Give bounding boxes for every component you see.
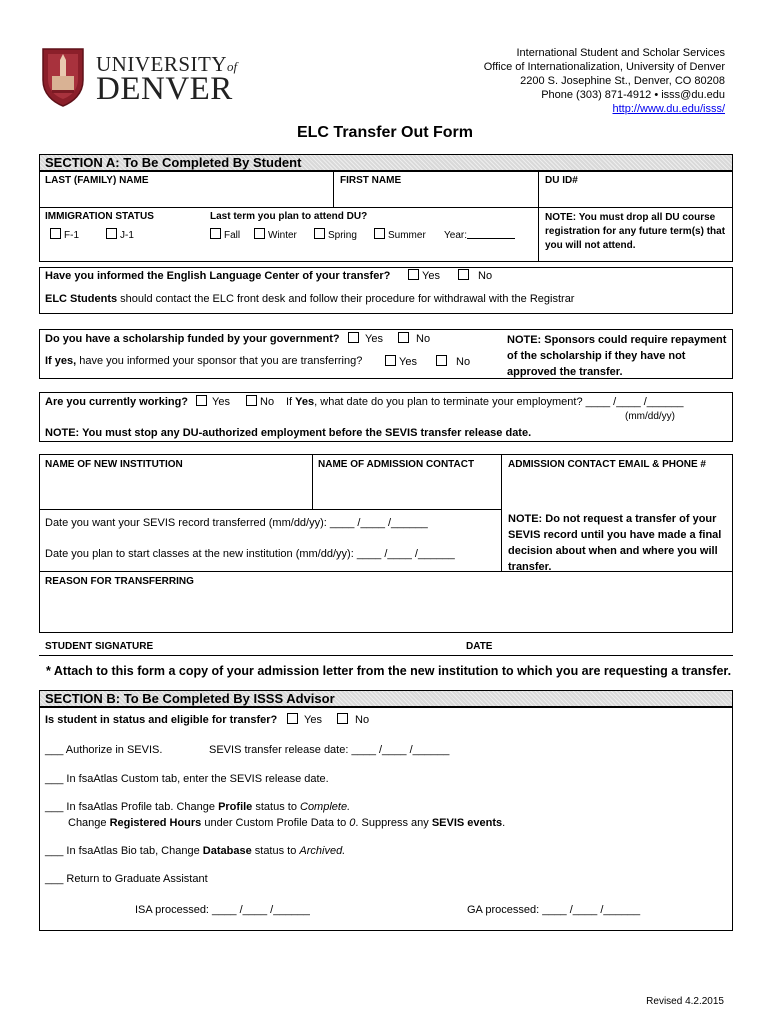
scholarship-no-option[interactable]: No xyxy=(398,332,430,345)
eligible-yes-checkbox[interactable] xyxy=(287,713,298,724)
office-address: 2200 S. Josephine St., Denver, CO 80208 xyxy=(520,75,725,87)
registered-hours-step: Change Registered Hours under Custom Profile Data to 0. Suppress any SEVIS events. xyxy=(68,817,506,829)
working-no-checkbox[interactable] xyxy=(246,395,257,406)
date-label: DATE xyxy=(466,641,493,652)
office-address-block xyxy=(484,46,725,116)
date-format-hint: (mm/dd/yy) xyxy=(625,411,675,422)
fall-checkbox[interactable] xyxy=(210,228,221,239)
release-date-field[interactable]: SEVIS transfer release date: ____ /____ /______ xyxy=(209,744,450,756)
sevis-date-field[interactable]: ____ /____ /______ xyxy=(329,517,428,529)
elc-yes-option[interactable]: Yes xyxy=(408,269,440,282)
summer-checkbox[interactable] xyxy=(374,228,385,239)
university-logo xyxy=(40,46,240,108)
j1-option[interactable]: J-1 xyxy=(106,228,134,241)
immigration-status-label: IMMIGRATION STATUS xyxy=(45,211,154,222)
authorize-sevis[interactable]: ___ Authorize in SEVIS. xyxy=(45,744,163,756)
scholarship-question: Do you have a scholarship funded by your government? xyxy=(45,333,340,345)
sponsor-no-option[interactable]: No xyxy=(436,355,470,368)
note-sevis: NOTE: Do not request a transfer of your SEVIS record until you have made a final decision about when and where you will transfer. xyxy=(508,513,722,573)
return-ga-step[interactable]: ___ Return to Graduate Assistant xyxy=(45,873,208,885)
elc-question: Have you informed the English Language Center of your transfer? xyxy=(45,270,391,282)
custom-tab-step[interactable]: ___ In fsaAtlas Custom tab, enter the SEVIS release date. xyxy=(45,773,329,785)
office-phone: Phone (303) 871-4912 • isss@du.edu xyxy=(541,89,725,101)
university-name: UNIVERSITYof xyxy=(96,52,238,76)
sponsor-yes-option[interactable]: Yes xyxy=(385,355,417,368)
terminate-date-field[interactable]: ____ /____ /______ xyxy=(585,396,684,408)
winter-checkbox[interactable] xyxy=(254,228,265,239)
office-name-2: Office of Internationalization, University of Denver xyxy=(483,61,725,73)
new-institution-field[interactable] xyxy=(40,472,311,508)
sevis-date-row: Date you want your SEVIS record transferred (mm/dd/yy): ____ /____ /______ xyxy=(45,517,428,529)
summer-option[interactable]: Summer xyxy=(374,228,426,241)
note-sponsor: NOTE: Sponsors could require repayment of the scholarship if they have not approved the transfer. xyxy=(507,334,727,378)
admission-email-field[interactable] xyxy=(502,472,732,508)
first-name-label: FIRST NAME xyxy=(340,175,402,186)
revised-date: Revised 4.2.2015 xyxy=(646,996,724,1007)
eligible-question: Is student in status and eligible for transfer? xyxy=(45,714,278,726)
working-question: Are you currently working? xyxy=(45,396,189,408)
spring-option[interactable]: Spring xyxy=(314,228,357,241)
sponsor-no-checkbox[interactable] xyxy=(436,355,447,366)
profile-tab-step[interactable]: ___ In fsaAtlas Profile tab. Change Profile status to Complete. xyxy=(45,801,351,813)
eligible-yes-option[interactable]: Yes xyxy=(287,713,322,726)
start-date-field[interactable]: ____ /____ /______ xyxy=(356,548,455,560)
spring-checkbox[interactable] xyxy=(314,228,325,239)
office-url-link[interactable]: http://www.du.edu/isss/ xyxy=(612,103,725,115)
reason-field[interactable] xyxy=(40,590,732,632)
new-institution-label: NAME OF NEW INSTITUTION xyxy=(45,459,183,470)
signature-field[interactable] xyxy=(180,634,460,654)
j1-checkbox[interactable] xyxy=(106,228,117,239)
last-term-label: Last term you plan to attend DU? xyxy=(210,211,368,222)
year-field[interactable]: Year: xyxy=(444,229,515,241)
f1-checkbox[interactable] xyxy=(50,228,61,239)
working-yes-checkbox[interactable] xyxy=(196,395,207,406)
terminate-question: If Yes, what date do you plan to terminate your employment? ____ /____ /______ xyxy=(286,396,684,408)
elc-no-checkbox[interactable] xyxy=(458,269,469,280)
university-name-denver: DENVER xyxy=(96,71,233,107)
first-name-field[interactable] xyxy=(334,188,537,207)
admission-email-label: ADMISSION CONTACT EMAIL & PHONE # xyxy=(508,459,706,470)
elc-yes-checkbox[interactable] xyxy=(408,269,419,280)
eligible-no-checkbox[interactable] xyxy=(337,713,348,724)
admission-contact-label: NAME OF ADMISSION CONTACT xyxy=(318,459,475,470)
start-date-row: Date you plan to start classes at the new institution (mm/dd/yy): ____ /____ /______ xyxy=(45,548,455,560)
sponsor-yes-checkbox[interactable] xyxy=(385,355,396,366)
scholarship-yes-checkbox[interactable] xyxy=(348,332,359,343)
note-drop-courses: NOTE: You must drop all DU course registration for any future term(s) that you will not attend. xyxy=(545,212,726,251)
working-no-option[interactable]: No xyxy=(246,395,274,408)
signature-label: STUDENT SIGNATURE xyxy=(45,641,154,652)
elc-no-option[interactable]: No xyxy=(458,269,492,282)
section-a-header: SECTION A: To Be Completed By Student xyxy=(39,154,733,171)
note-employment: NOTE: You must stop any DU-authorized employment before the SEVIS transfer release date. xyxy=(45,427,532,439)
university-shield-icon xyxy=(40,46,86,108)
winter-option[interactable]: Winter xyxy=(254,228,297,241)
section-b-header: SECTION B: To Be Completed By ISSS Advisor xyxy=(39,690,733,707)
reason-label: REASON FOR TRANSFERRING xyxy=(45,576,194,587)
scholarship-no-checkbox[interactable] xyxy=(398,332,409,343)
fall-option[interactable]: Fall xyxy=(210,228,240,241)
isa-processed-field[interactable]: ISA processed: ____ /____ /______ xyxy=(135,904,310,916)
eligible-no-option[interactable]: No xyxy=(337,713,369,726)
bio-tab-step[interactable]: ___ In fsaAtlas Bio tab, Change Database status to Archived. xyxy=(45,845,346,857)
ga-processed-field[interactable]: GA processed: ____ /____ /______ xyxy=(467,904,641,916)
scholarship-yes-option[interactable]: Yes xyxy=(348,332,383,345)
attach-instruction: * Attach to this form a copy of your admission letter from the new institution to which you are requesting a transfer. xyxy=(46,664,732,678)
du-id-label: DU ID# xyxy=(545,175,578,186)
admission-contact-field[interactable] xyxy=(313,472,500,508)
working-yes-option[interactable]: Yes xyxy=(196,395,230,408)
last-name-label: LAST (FAMILY) NAME xyxy=(45,175,149,186)
elc-students-note: ELC Students should contact the ELC front desk and follow their procedure for withdrawal with the Registrar xyxy=(45,293,575,305)
du-id-field[interactable] xyxy=(539,188,732,207)
sponsor-question: If yes, have you informed your sponsor that you are transferring? xyxy=(45,355,363,367)
form-title: ELC Transfer Out Form xyxy=(296,124,474,141)
f1-option[interactable]: F-1 xyxy=(50,228,79,241)
office-name: International Student and Scholar Services xyxy=(516,47,725,59)
last-name-field[interactable] xyxy=(40,188,332,207)
